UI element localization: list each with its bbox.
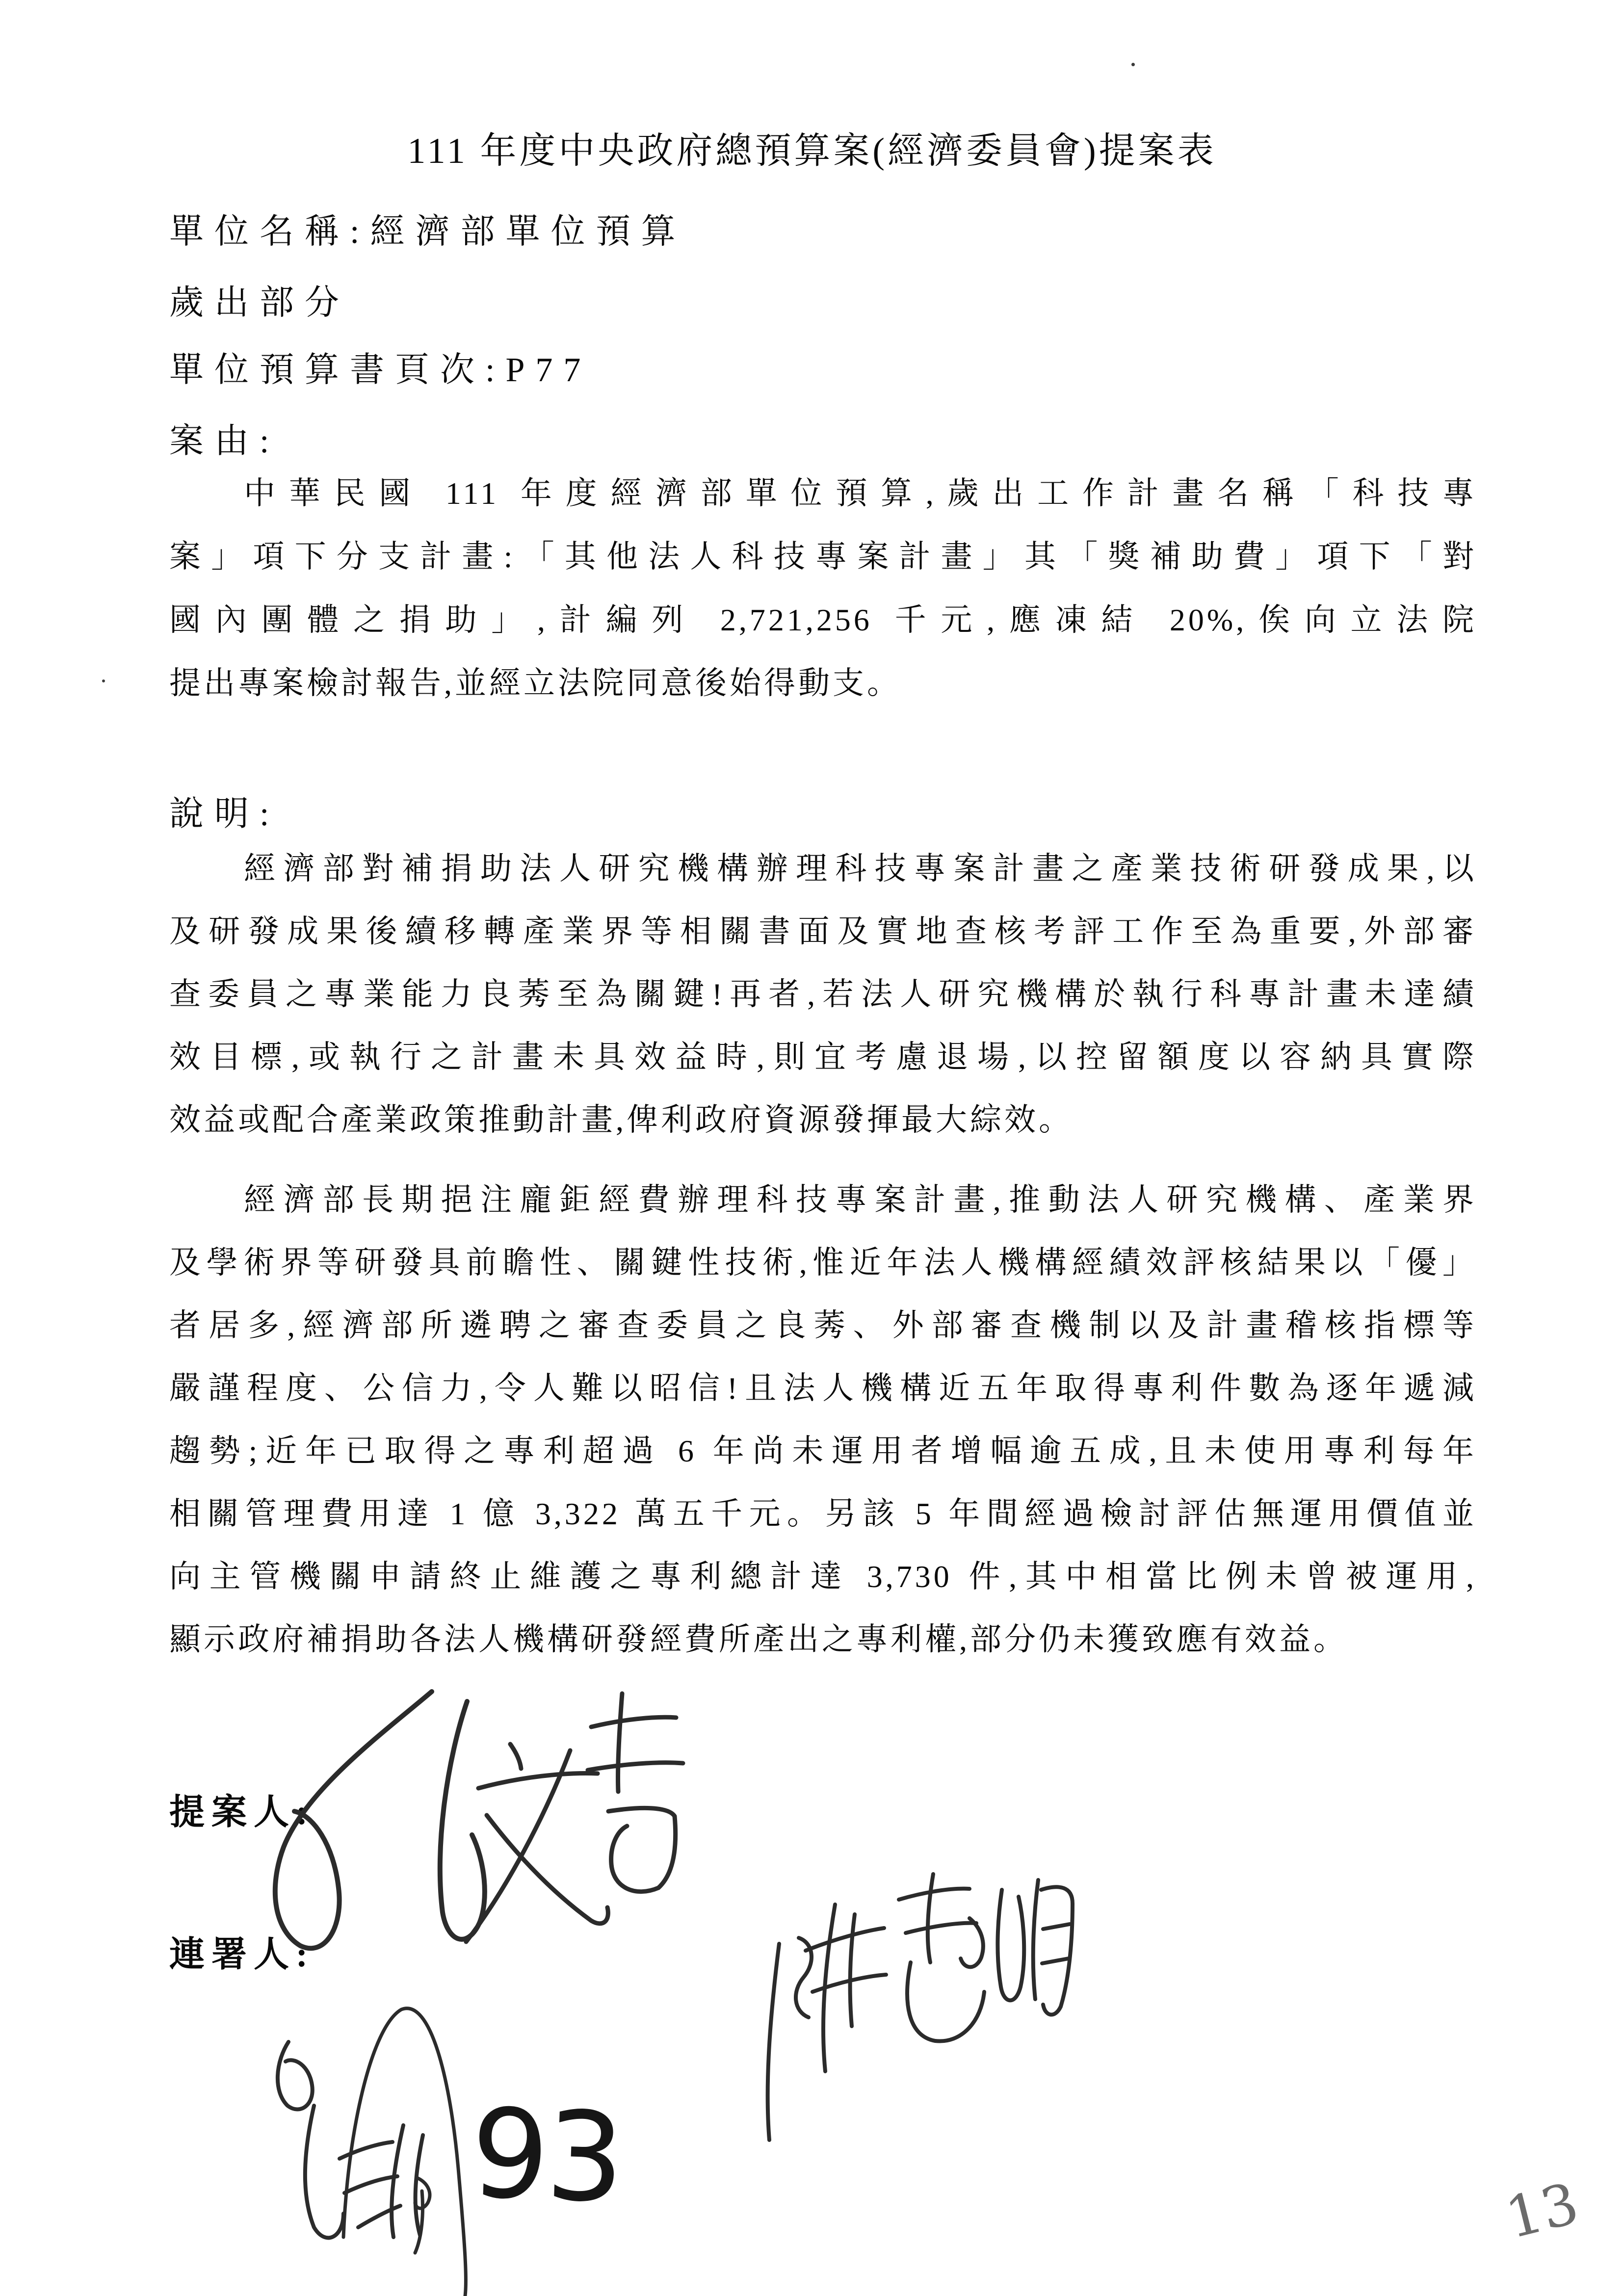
explanation-line: 趨勢;近年已取得之專利超過 6 年尚未運用者增幅逾五成,且未使用專利每年	[169, 1434, 1477, 1468]
document-title: 111 年度中央政府總預算案(經濟委員會)提案表	[407, 131, 1217, 171]
proposer-signature	[275, 1692, 683, 1948]
explanation-line: 效益或配合產業政策推動計畫,俾利政府資源發揮最大綜效。	[169, 1102, 1073, 1137]
explanation-line: 及研發成果後續移轉產業界等相關書面及實地查核考評工作至為重要,外部審	[169, 914, 1477, 949]
proposer-label: 提案人:	[169, 1793, 314, 1832]
second-signature	[768, 1874, 1073, 2140]
unit-name-line: 單位名稱:經濟部單位預算	[169, 213, 686, 251]
explanation-line: 嚴謹程度、公信力,令人難以昭信!且法人機構近五年取得專利件數為逐年遞減	[169, 1371, 1477, 1406]
handwritten-page-number: 93	[469, 2082, 624, 2230]
case-label: 案由:	[169, 422, 280, 460]
case-line: 中華民國 111 年度經濟部單位預算,歲出工作計畫名稱「科技專	[244, 476, 1477, 511]
cosigner-signature	[278, 2009, 466, 2296]
explanation-line: 經濟部長期挹注龐鉅經費辦理科技專案計畫,推動法人研究機構、產業界	[244, 1182, 1477, 1217]
explanation-line: 經濟部對補捐助法人研究機構辦理科技專案計畫之產業技術研發成果,以	[244, 851, 1477, 886]
explanation-line: 效目標,或執行之計畫未具效益時,則宜考慮退場,以控留額度以容納具實際	[169, 1040, 1477, 1074]
case-line: 案」項下分支計畫:「其他法人科技專案計畫」其「獎補助費」項下「對	[169, 539, 1477, 574]
ink-speck	[1131, 63, 1135, 66]
explanation-line: 顯示政府補捐助各法人機構研發經費所產出之專利權,部分仍未獲致應有效益。	[169, 1622, 1348, 1657]
page-ref-line: 單位預算書頁次:P77	[169, 351, 592, 389]
explanation-line: 向主管機關申請終止維護之專利總計達 3,730 件,其中相當比例未曾被運用,	[169, 1559, 1477, 1594]
case-line: 提出專案檢討報告,並經立法院同意後始得動支。	[169, 666, 901, 701]
explanation-line: 及學術界等研發具前瞻性、關鍵性技術,惟近年法人機構經績效評核結果以「優」	[169, 1245, 1477, 1280]
explanation-line: 相關管理費用達 1 億 3,322 萬五千元。另該 5 年間經過檢討評估無運用價值並	[169, 1496, 1477, 1531]
case-line: 國內團體之捐助」,計編列 2,721,256 千元,應凍結 20%,俟向立法院	[169, 602, 1477, 637]
ink-speck	[102, 679, 105, 682]
explanation-line: 查委員之專業能力良莠至為關鍵!再者,若法人研究機構於執行科專計畫未達績	[169, 977, 1477, 1012]
corner-pencil-number: 13	[1499, 2170, 1585, 2252]
explanation-label: 說明:	[169, 795, 280, 833]
explanation-line: 者居多,經濟部所遴聘之審查委員之良莠、外部審查機制以及計畫稽核指標等	[169, 1308, 1477, 1343]
cosigner-label: 連署人:	[169, 1935, 314, 1974]
budget-section-line: 歲出部分	[169, 284, 350, 322]
